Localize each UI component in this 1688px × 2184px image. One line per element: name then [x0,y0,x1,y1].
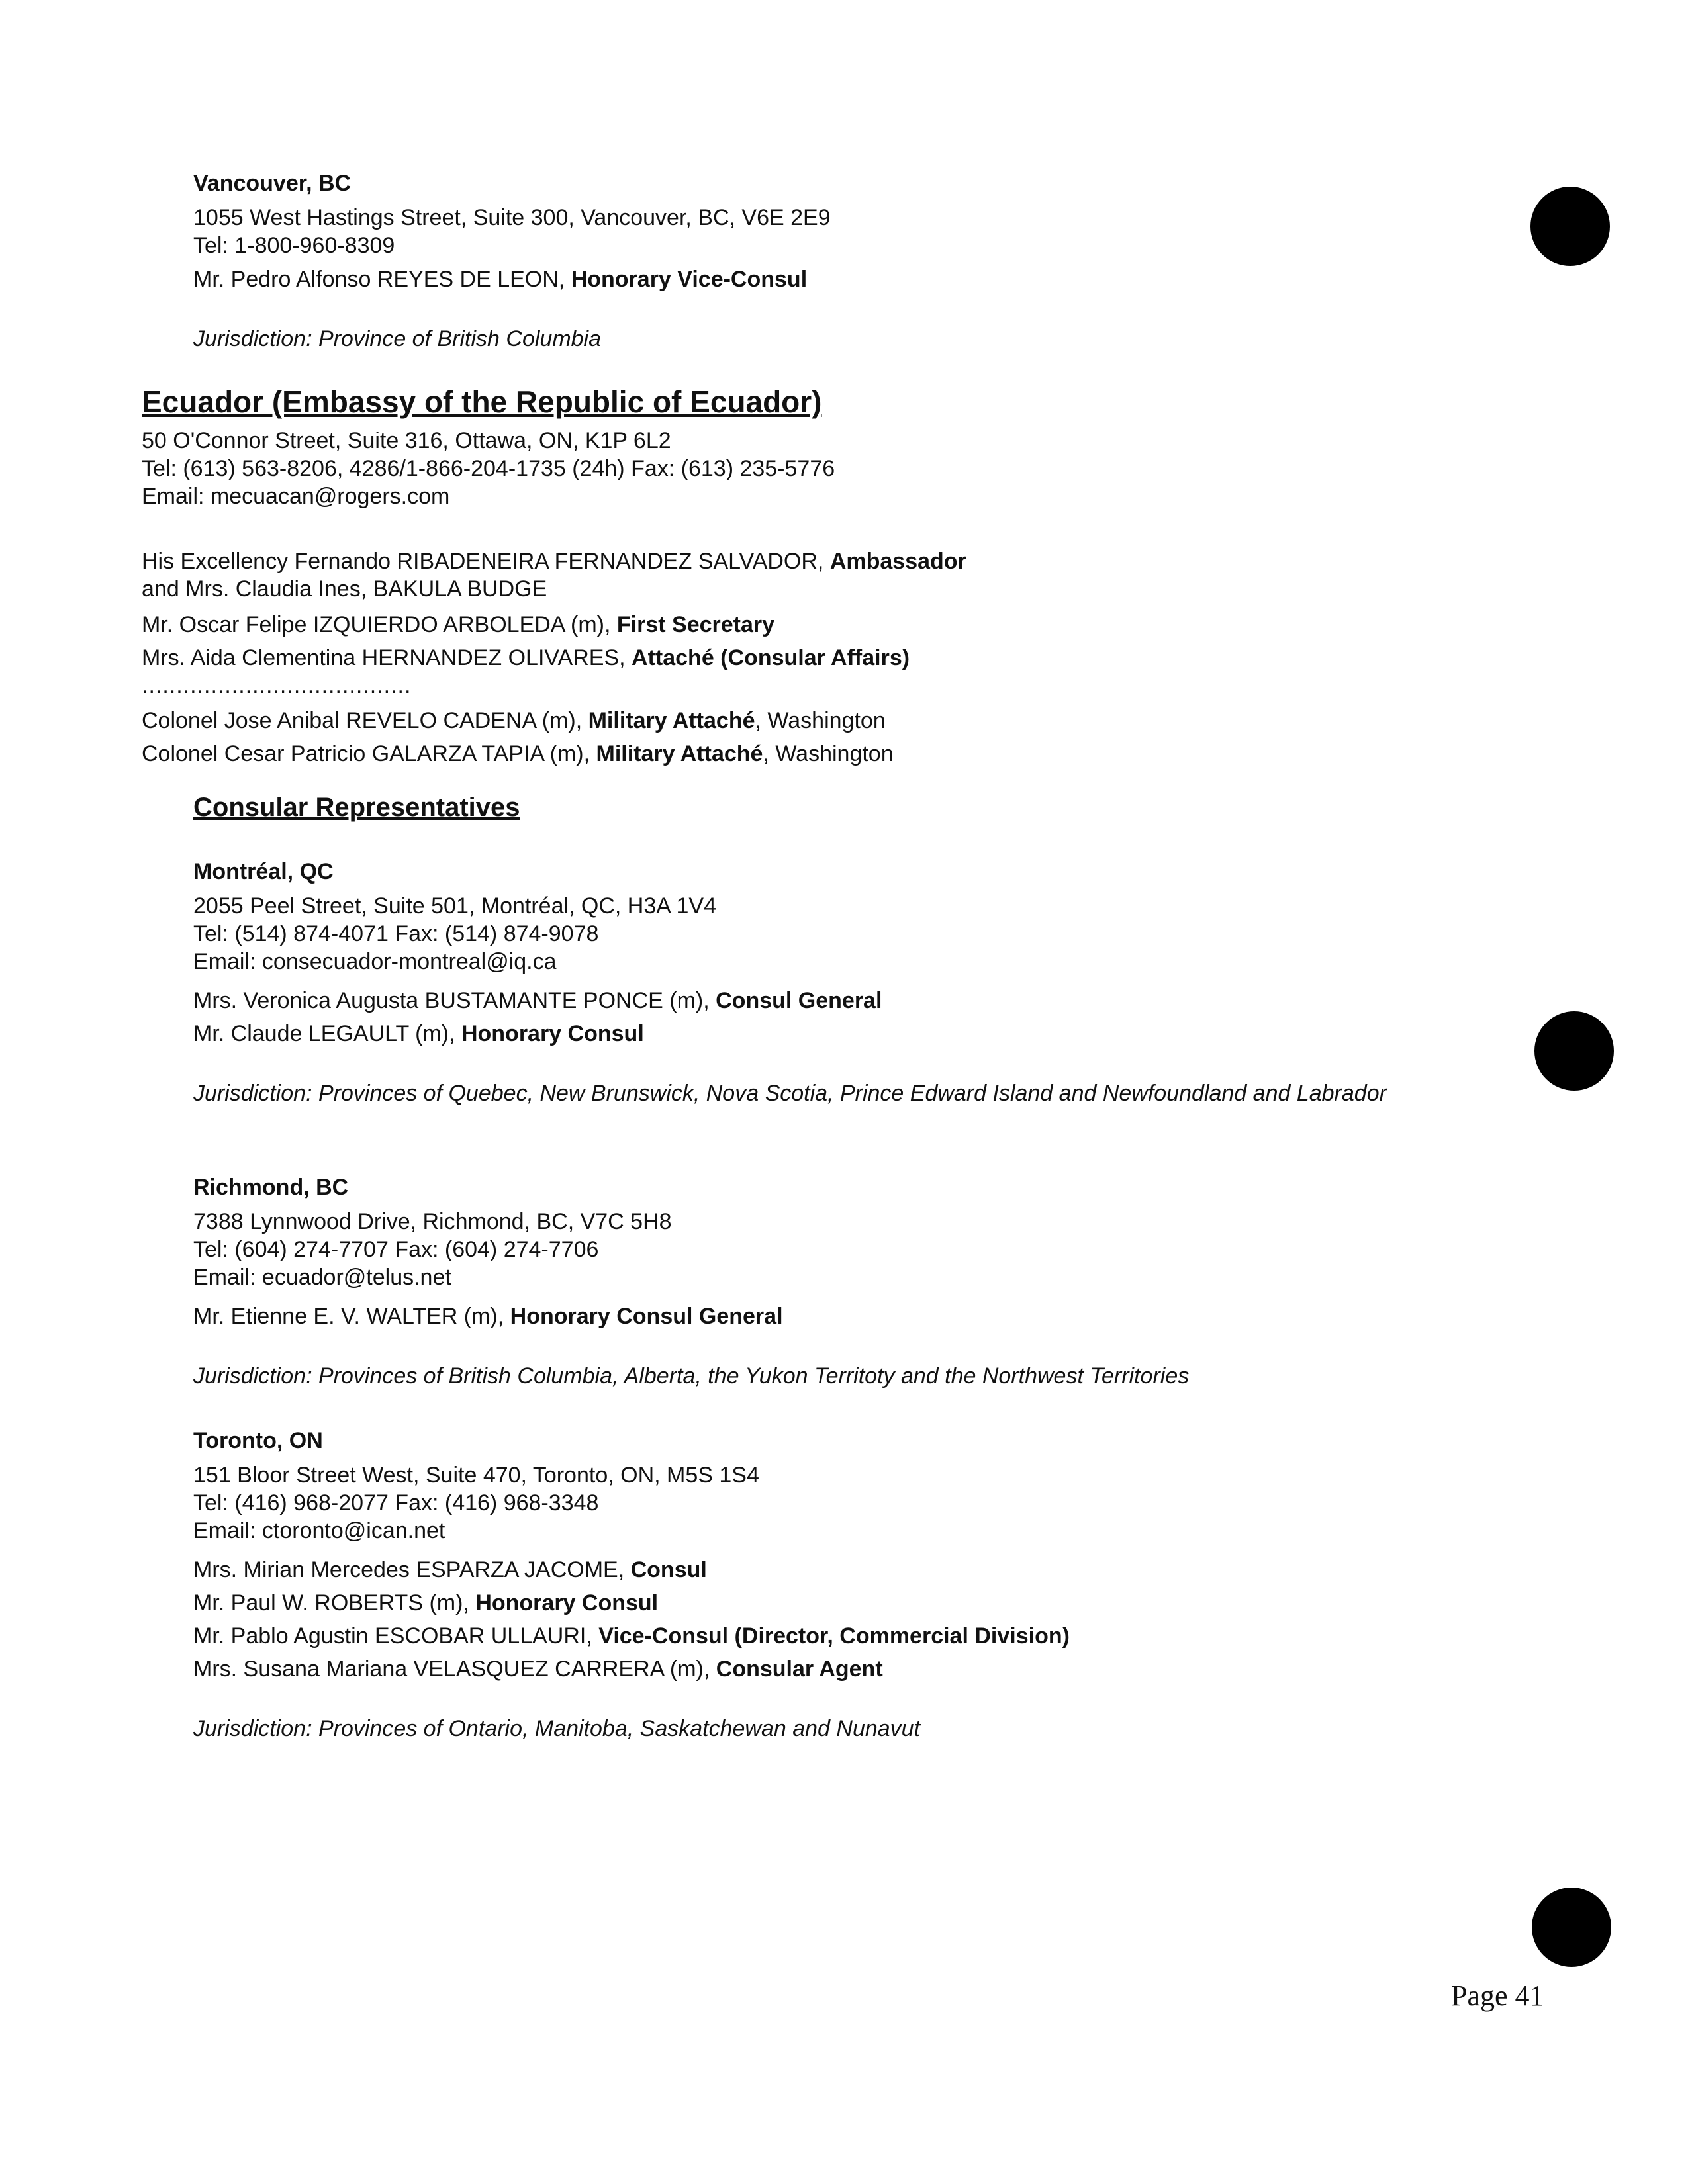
attache-location: , Washington [763,741,894,766]
toronto-email: Email: ctoronto@ican.net [193,1518,445,1543]
person-name: Mrs. Susana Mariana VELASQUEZ CARRERA (m), [193,1657,716,1682]
toronto-person [193,1555,707,1584]
person-name: Mr. Pedro Alfonso REYES DE LEON, [193,267,571,292]
person-role: Consular Agent [716,1657,883,1682]
embassy-heading: Ecuador (Embassy of the Republic of Ecuador) [142,385,822,419]
person-role: Honorary Consul [461,1021,644,1046]
richmond-tel: Tel: (604) 274-7707 Fax: (604) 274-7706 [193,1237,599,1262]
toronto-jurisdiction: Jurisdiction: Provinces of Ontario, Manitoba, Saskatchewan and Nunavut [193,1716,921,1741]
toronto-address: 151 Bloor Street West, Suite 470, Toronto, ON, M5S 1S4 [193,1463,759,1488]
vancouver-address: 1055 West Hastings Street, Suite 300, Vancouver, BC, V6E 2E9 [193,205,831,230]
staff-name: and Mrs. Claudia Ines, BAKULA BUDGE [142,576,547,602]
montreal-person [193,986,882,1015]
person-role: Honorary Consul General [510,1304,783,1329]
attache-line [142,739,894,768]
punch-hole [1530,187,1610,266]
toronto-tel: Tel: (416) 968-2077 Fax: (416) 968-3348 [193,1490,599,1516]
person-name: Mr. Etienne E. V. WALTER (m), [193,1304,510,1329]
staff-role: Ambassador [829,549,966,574]
staff-name: His Excellency Fernando RIBADENEIRA FERNANDEZ SALVADOR, [142,549,830,574]
vancouver-person [193,265,807,294]
person-role: Honorary Vice-Consul [571,267,808,292]
page-number: Page 41 [1451,1979,1544,2012]
montreal-email: Email: consecuador-montreal@iq.ca [193,949,557,974]
toronto-person [193,1588,658,1617]
montreal-tel: Tel: (514) 874-4071 Fax: (514) 874-9078 [193,921,599,946]
staff-line [142,574,547,604]
vancouver-city: Vancouver, BC [193,171,352,196]
attache-name: Colonel Cesar Patricio GALARZA TAPIA (m), [142,741,596,766]
punch-hole [1532,1888,1611,1967]
person-name: Mrs. Veronica Augusta BUSTAMANTE PONCE (m), [193,988,716,1013]
toronto-person [193,1655,883,1684]
person-role: Consul [630,1557,707,1582]
person-role: Honorary Consul [475,1590,659,1615]
consular-heading: Consular Representatives [193,793,520,822]
embassy-tel: Tel: (613) 563-8206, 4286/1-866-204-1735 (24h) Fax: (613) 235-5776 [142,456,835,481]
person-name: Mr. Pablo Agustin ESCOBAR ULLAURI, [193,1623,599,1649]
richmond-person [193,1302,783,1331]
person-role: Consul General [716,988,882,1013]
richmond-email: Email: ecuador@telus.net [193,1265,451,1290]
person-name: Mr. Paul W. ROBERTS (m), [193,1590,476,1615]
staff-name: Mrs. Aida Clementina HERNANDEZ OLIVARES, [142,645,632,670]
person-name: Mr. Claude LEGAULT (m), [193,1021,461,1046]
vancouver-tel: Tel: 1-800-960-8309 [193,233,395,258]
vancouver-jurisdiction: Jurisdiction: Province of British Columbia [193,326,602,351]
staff-name: Mr. Oscar Felipe IZQUIERDO ARBOLEDA (m), [142,612,617,637]
staff-line [142,643,910,672]
attache-name: Colonel Jose Anibal REVELO CADENA (m), [142,708,588,733]
punch-hole [1534,1011,1614,1091]
staff-role: Attaché (Consular Affairs) [632,645,910,670]
richmond-jurisdiction: Jurisdiction: Provinces of British Columbia, Alberta, the Yukon Territoty and the Northwest Territories [193,1363,1190,1388]
embassy-address: 50 O'Connor Street, Suite 316, Ottawa, ON, K1P 6L2 [142,428,671,453]
person-role: Vice-Consul (Director, Commercial Division) [598,1623,1070,1649]
richmond-address: 7388 Lynnwood Drive, Richmond, BC, V7C 5H8 [193,1209,672,1234]
montreal-address: 2055 Peel Street, Suite 501, Montréal, QC, H3A 1V4 [193,893,717,919]
staff-role: First Secretary [616,612,775,637]
staff-line [142,547,966,576]
toronto-city: Toronto, ON [193,1428,323,1453]
embassy-email: Email: mecuacan@rogers.com [142,484,450,509]
attache-line [142,706,886,735]
attache-role: Military Attaché [596,741,763,766]
attache-location: , Washington [755,708,886,733]
person-name: Mrs. Mirian Mercedes ESPARZA JACOME, [193,1557,631,1582]
toronto-person [193,1621,1070,1651]
staff-line [142,610,774,639]
separator-dots: ....................................... [142,673,412,698]
montreal-city: Montréal, QC [193,859,334,884]
richmond-city: Richmond, BC [193,1175,349,1200]
montreal-jurisdiction: Jurisdiction: Provinces of Quebec, New Brunswick, Nova Scotia, Prince Edward Island and Newfoundland and Labrador [193,1081,1387,1106]
montreal-person [193,1019,644,1048]
attache-role: Military Attaché [588,708,755,733]
